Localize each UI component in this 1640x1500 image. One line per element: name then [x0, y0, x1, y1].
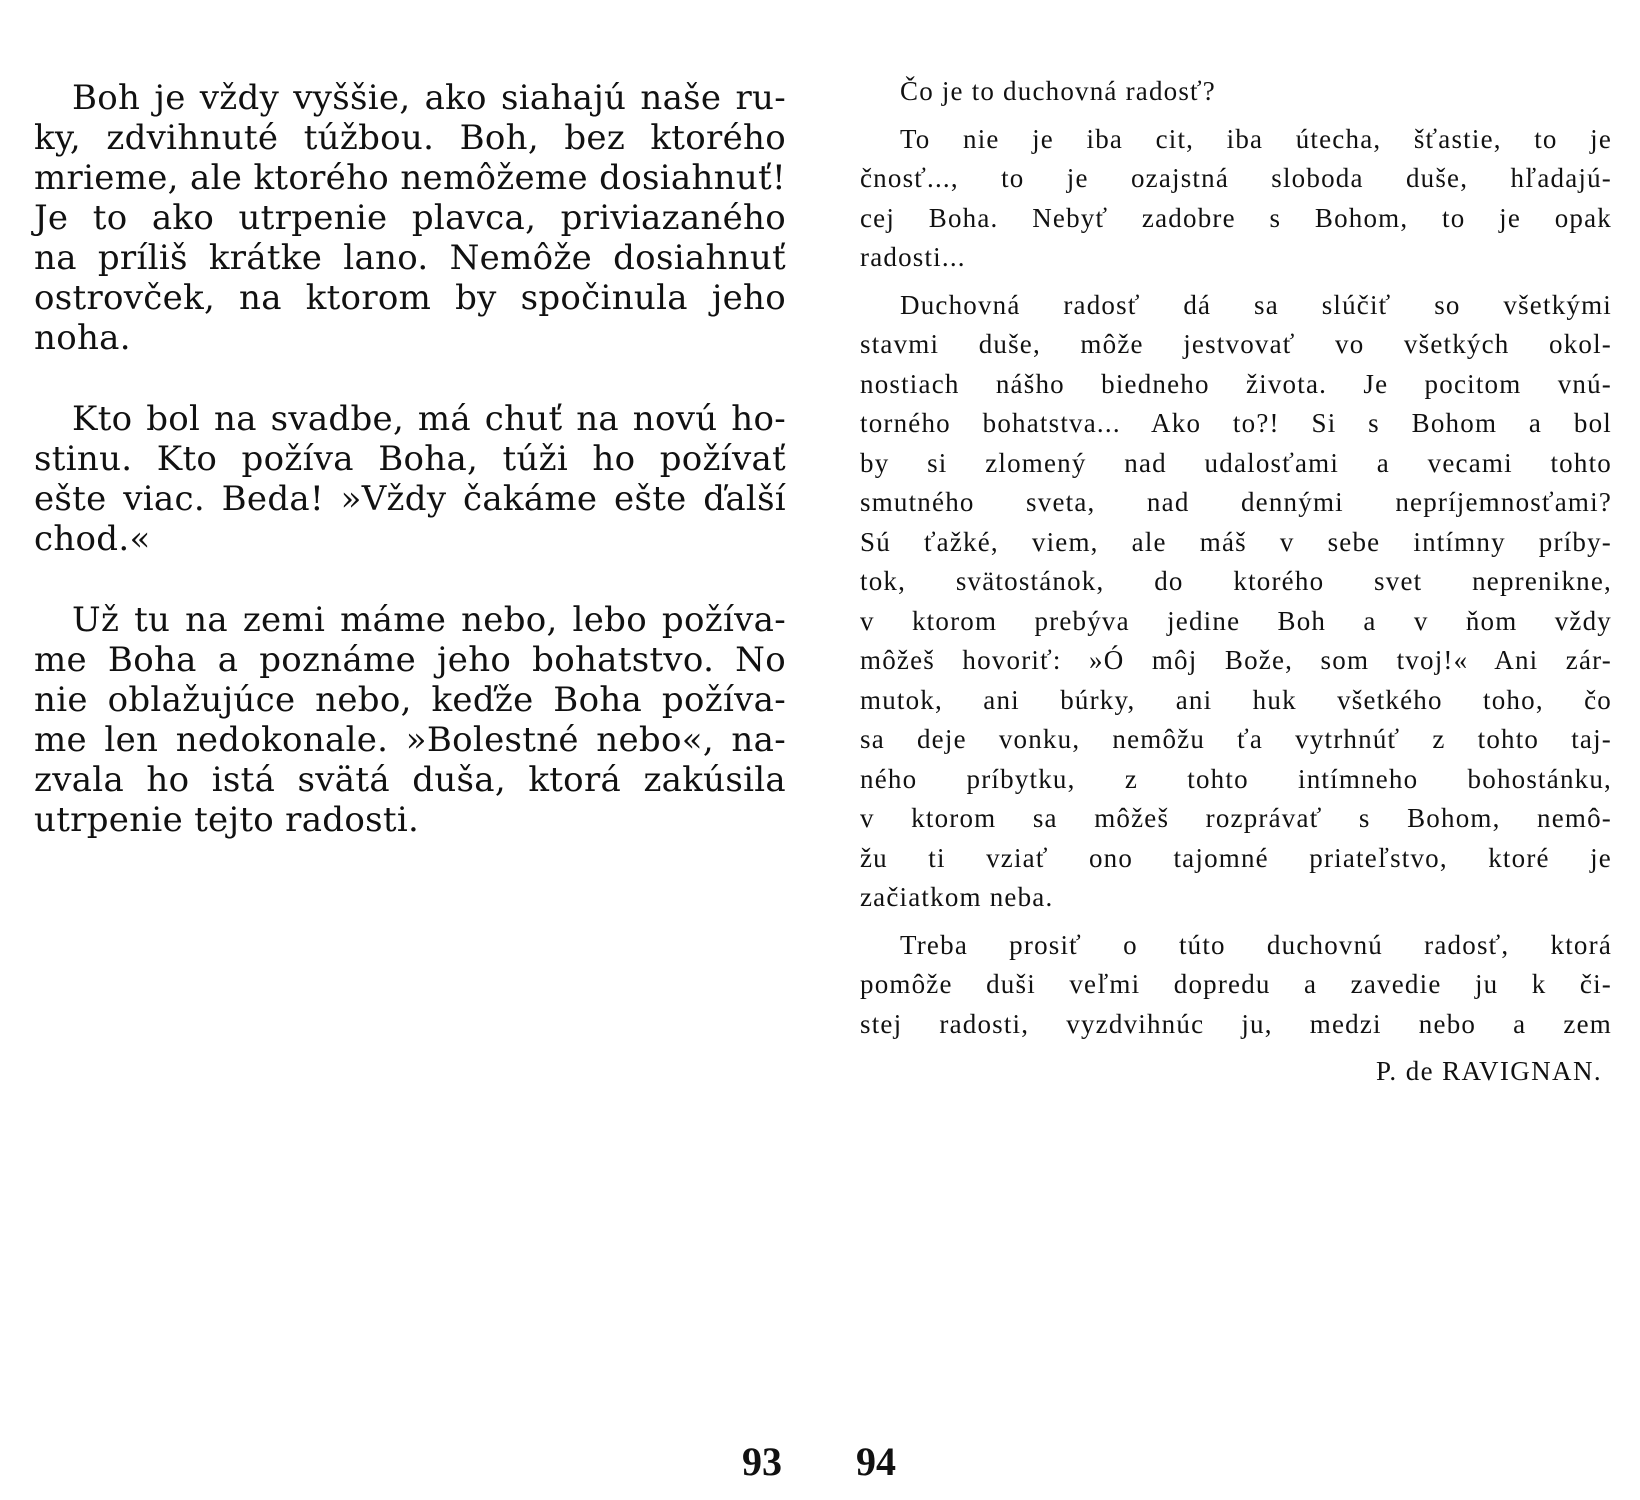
text-line: stavmi duše, môže jestvovať vo všetkých okol-: [860, 329, 1612, 359]
left-paragraph-2: [34, 399, 786, 559]
text-line: cej Boha. Nebyť zadobre s Bohom, to je opak: [860, 202, 1612, 233]
text-line: ného príbytku, z tohto intímneho bohostánku,: [860, 763, 1612, 794]
right-paragraph-1: [860, 72, 1612, 112]
text-line: ešte viac. Beda! »Vždy čakáme ešte ďalší: [34, 479, 786, 519]
text-line: zvala ho istá svätá duša, ktorá zakúsila: [34, 760, 786, 800]
text-line: stej radosti, vyzdvihnúc ju, medzi nebo a zem: [860, 1008, 1612, 1039]
text-line: Duchovná radosť dá sa slúčiť so všetkými: [900, 289, 1612, 320]
text-line: tok, svätostánok, do ktorého svet neprenikne,: [860, 566, 1612, 596]
text-line: smutného sveta, nad dennými nepríjemnosťami?: [860, 487, 1612, 517]
text-line: v ktorom prebýva jedine Boh a v ňom vždy: [860, 605, 1612, 636]
text-line: To nie je iba cit, iba útecha, šťastie, to je: [900, 123, 1612, 154]
text-line: sa deje vonku, nemôžu ťa vytrhnúť z tohto taj-: [860, 724, 1612, 754]
text-line: Treba prosiť o túto duchovnú radosť, ktorá: [900, 929, 1612, 960]
text-line: utrpenie tejto radosti.: [34, 800, 420, 840]
text-line: Sú ťažké, viem, ale máš v sebe intímny príby-: [860, 526, 1612, 557]
text-line: noha.: [34, 318, 131, 358]
text-line: nie oblažujúce nebo, keďže Boha požíva-: [34, 680, 786, 720]
text-line: by si zlomený nad udalosťami a vecami tohto: [860, 447, 1612, 478]
left-paragraph-3: [34, 600, 786, 840]
text-line: začiatkom neba.: [860, 882, 1054, 912]
text-line: Kto bol na svadbe, má chuť na novú ho-: [72, 399, 786, 439]
text-line: chod.«: [34, 519, 151, 559]
text-line: Je to ako utrpenie plavca, priviazaného: [34, 198, 786, 238]
text-line: ky, zdvihnuté túžbou. Boh, bez ktorého: [34, 118, 786, 158]
page-number-left: 93: [742, 1439, 782, 1484]
text-line: torného bohatstva... Ako to?! Si s Bohom a bol: [860, 408, 1612, 438]
text-line: Boh je vždy vyššie, ako siahajú naše ru-: [72, 78, 786, 118]
text-line: mutok, ani búrky, ani huk všetkého toho, čo: [860, 684, 1612, 715]
right-paragraph-2: [860, 120, 1612, 278]
text-line: čnosť..., to je ozajstná sloboda duše, hľadajú-: [860, 163, 1612, 193]
text-line: Už tu na zemi máme nebo, lebo požíva-: [72, 600, 786, 640]
text-line: me Boha a poznáme jeho bohatstvo. No: [34, 640, 786, 680]
right-page-text: [860, 72, 1612, 1087]
right-paragraph-3: [860, 286, 1612, 918]
text-line: stinu. Kto požíva Boha, túži ho požívať: [34, 439, 786, 479]
right-paragraph-4: [860, 926, 1612, 1045]
text-line: ostrovček, na ktorom by spočinula jeho: [34, 278, 786, 318]
left-page-text: [34, 78, 786, 881]
text-line: môžeš hovoriť: »Ó môj Bože, som tvoj!« Ani zár-: [860, 645, 1612, 675]
left-paragraph-1: [34, 78, 786, 358]
text-line: radosti...: [860, 242, 966, 272]
text-line: pomôže duši veľmi dopredu a zavedie ju k či-: [860, 969, 1612, 999]
text-line: Čo je to duchovná radosť?: [900, 76, 1216, 106]
page-number-right: 94: [856, 1439, 896, 1484]
text-line: na príliš krátke lano. Nemôže dosiahnuť: [34, 238, 786, 278]
text-line: v ktorom sa môžeš rozprávať s Bohom, nemô-: [860, 803, 1612, 833]
author-signature: P. de RAVIGNAN.: [1375, 1056, 1602, 1086]
text-line: mrieme, ale ktorého nemôžeme dosiahnuť!: [34, 158, 786, 198]
text-line: me len nedokonale. »Bolestné nebo«, na-: [34, 720, 786, 760]
text-line: nostiach nášho biedneho života. Je pocitom vnú-: [860, 368, 1612, 399]
text-line: žu ti vziať ono tajomné priateľstvo, ktoré je: [860, 842, 1612, 873]
